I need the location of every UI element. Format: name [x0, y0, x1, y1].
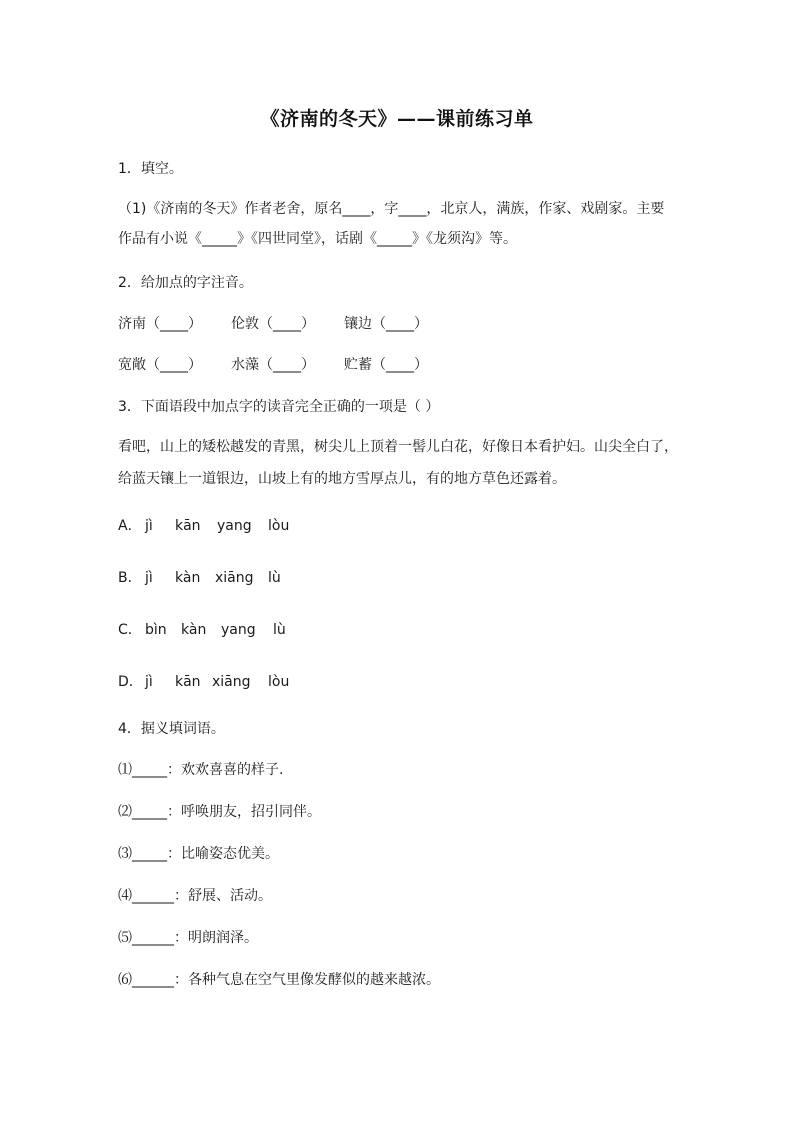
option-a-letter: A． — [118, 518, 142, 534]
option-d-pinyin-1: jì — [145, 674, 153, 690]
q4-item-4: ⑷______：舒展、活动。 — [118, 888, 272, 904]
q1-heading: 1．填空。 — [118, 161, 183, 177]
q2-item-xiangbian: 镶边（____） — [344, 316, 428, 332]
q3-passage-line-1: 看吧，山上的矮松越发的青黑，树尖儿上顶着一髻儿白花，好像日本看护妇。山尖全白了， — [118, 439, 678, 455]
option-c-pinyin-2: kàn — [181, 622, 207, 638]
page-title: 《济南的冬天》——课前练习单 — [260, 108, 534, 130]
option-a-pinyin-1: jì — [145, 518, 153, 534]
q4-item-6: ⑹______：各种气息在空气里像发酵似的越来越浓。 — [118, 972, 440, 988]
option-d-pinyin-2: kān — [175, 674, 201, 690]
q3-passage-line-2: 给蓝天镶上一道银边，山坡上有的地方雪厚点儿，有的地方草色还露着。 — [118, 471, 566, 487]
option-b-pinyin-1: jì — [145, 570, 153, 586]
option-c-pinyin-1: bìn — [145, 622, 167, 638]
option-c-pinyin-3: yang — [221, 622, 256, 638]
option-b-letter: B． — [118, 570, 142, 586]
q1-line-2: 作品有小说《_____》《四世同堂》，话剧《_____》《龙须沟》等。 — [118, 231, 517, 247]
option-d-pinyin-4: lòu — [268, 674, 290, 690]
option-c-letter: C． — [118, 622, 142, 638]
q4-heading: 4．据义填词语。 — [118, 721, 225, 737]
option-d-pinyin-3: xiāng — [212, 674, 251, 690]
q2-item-jinan: 济南（____） — [118, 316, 202, 332]
option-b-pinyin-3: xiāng — [215, 570, 254, 586]
q2-heading: 2．给加点的字注音。 — [118, 275, 253, 291]
option-b-pinyin-2: kàn — [175, 570, 201, 586]
option-d-letter: D． — [118, 674, 143, 690]
q1-line-1: （1)《济南的冬天》作者老舍，原名____，字____，北京人，满族，作家、戏剧家。主要 — [118, 201, 665, 217]
q2-item-lundun: 伦敦（____） — [231, 316, 315, 332]
option-a-pinyin-2: kān — [175, 518, 201, 534]
q2-item-zhuxu: 贮蓄（____） — [344, 357, 428, 373]
option-b-pinyin-4: lù — [268, 570, 281, 586]
q2-item-kuanchang: 宽敞（____） — [118, 357, 202, 373]
q4-item-1: ⑴_____：欢欢喜喜的样子. — [118, 762, 284, 778]
option-a-pinyin-3: yang — [217, 518, 252, 534]
q2-item-shuizao: 水藻（____） — [231, 357, 315, 373]
option-a-pinyin-4: lòu — [268, 518, 290, 534]
option-c-pinyin-4: lù — [273, 622, 286, 638]
q3-heading: 3．下面语段中加点字的读音完全正确的一项是（ ） — [118, 399, 440, 415]
q4-item-3: ⑶_____：比喻姿态优美。 — [118, 846, 279, 862]
q4-item-5: ⑸______：明朗润泽。 — [118, 930, 258, 946]
q4-item-2: ⑵_____：呼唤朋友，招引同伴。 — [118, 804, 321, 820]
